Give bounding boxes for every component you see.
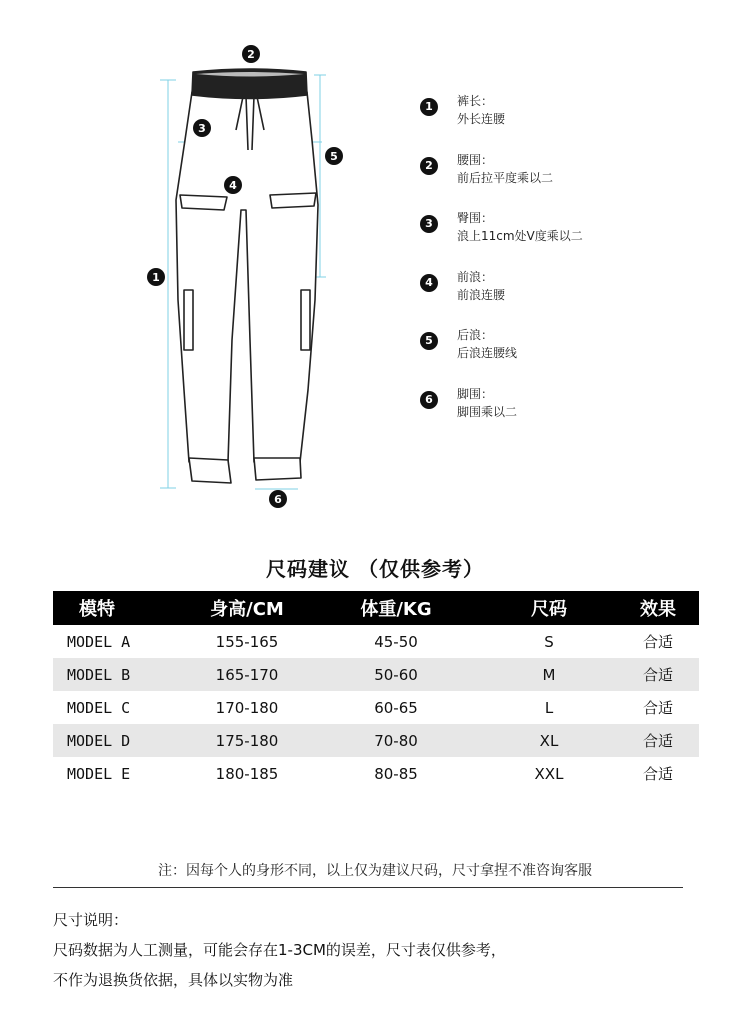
header-height: 身高/CM — [210, 599, 284, 620]
header-size: 尺码 — [531, 599, 567, 620]
size-note: 注：因每个人的身形不同，以上仅为建议尺码，尺寸拿捏不准咨询客服 — [158, 863, 592, 879]
legend-number: 5 — [420, 332, 438, 350]
table-row — [53, 658, 699, 691]
legend-title: 后浪： — [457, 328, 494, 342]
legend-item-front-rise — [420, 268, 720, 327]
legend-number: 4 — [420, 274, 438, 292]
cell-weight: 50-60 — [374, 665, 418, 684]
legend-desc: 前后拉平度乘以二 — [457, 170, 554, 185]
legend-item-waist — [420, 151, 720, 210]
svg-text:1: 1 — [152, 271, 160, 284]
table-row — [53, 757, 699, 790]
cell-size: XL — [539, 731, 559, 750]
svg-text:2: 2 — [247, 48, 255, 61]
size-table — [53, 591, 699, 790]
legend-title: 臀围： — [457, 211, 494, 225]
cell-weight: 80-85 — [374, 764, 418, 783]
cell-weight: 45-50 — [374, 632, 418, 651]
cell-fit: 合适 — [642, 666, 673, 684]
table-row — [53, 724, 699, 757]
legend-number: 2 — [420, 157, 438, 175]
svg-text:6: 6 — [274, 493, 282, 506]
table-header — [53, 591, 699, 625]
legend-item-leg-opening — [420, 385, 720, 444]
cell-model: MODEL E — [67, 764, 131, 783]
svg-text:3: 3 — [198, 122, 206, 135]
legend-title: 脚围： — [457, 386, 494, 401]
diagram-marker-4 — [224, 176, 242, 194]
cell-model: MODEL D — [67, 731, 131, 750]
legend-title: 腰围： — [457, 152, 494, 167]
table-row — [53, 691, 699, 724]
diagram-marker-6 — [269, 490, 287, 508]
explanation-line: 不作为退换货依据，具体以实物为准 — [53, 971, 294, 989]
cell-model: MODEL C — [67, 698, 131, 717]
table-title: 尺码建议 （仅供参考） — [266, 557, 484, 581]
legend-title: 裤长： — [457, 94, 494, 108]
cell-height: 180-185 — [215, 764, 279, 783]
diagram-marker-3 — [193, 119, 211, 137]
legend-number: 1 — [420, 98, 438, 116]
legend-item-back-rise — [420, 326, 720, 385]
svg-text:5: 5 — [330, 150, 338, 163]
cell-height: 175-180 — [215, 731, 279, 750]
legend-title: 前浪： — [457, 269, 494, 284]
cell-size: XXL — [534, 764, 564, 783]
cell-fit: 合适 — [642, 765, 673, 783]
cell-fit: 合适 — [642, 633, 673, 651]
legend-desc: 外长连腰 — [457, 112, 506, 126]
legend-number: 6 — [420, 391, 438, 409]
legend-number: 3 — [420, 215, 438, 233]
divider — [53, 887, 683, 888]
cell-size: L — [544, 698, 554, 717]
cell-size: M — [542, 665, 556, 684]
legend-item-hip — [420, 209, 720, 268]
header-fit: 效果 — [640, 599, 676, 620]
cell-height: 155-165 — [215, 632, 279, 651]
measurement-legend — [420, 92, 720, 443]
header-model: 模特 — [79, 599, 115, 620]
legend-desc: 后浪连腰线 — [457, 346, 518, 360]
cell-model: MODEL A — [67, 632, 131, 651]
table-row — [53, 625, 699, 658]
cell-fit: 合适 — [642, 699, 673, 717]
cell-model: MODEL B — [67, 665, 131, 684]
legend-desc: 浪上11cm处V度乘以二 — [457, 229, 583, 243]
cell-fit: 合适 — [642, 732, 673, 750]
diagram-marker-2 — [242, 45, 260, 63]
cell-height: 165-170 — [215, 665, 279, 684]
cell-size: S — [544, 632, 554, 651]
explanation-line: 尺码数据为人工测量，可能会存在1-3CM的误差，尺寸表仅供参考， — [53, 941, 506, 959]
cell-weight: 70-80 — [374, 731, 418, 750]
explanation-heading: 尺寸说明： — [53, 911, 129, 929]
cell-height: 170-180 — [215, 698, 279, 717]
diagram-marker-5 — [325, 147, 343, 165]
size-explanation — [53, 905, 506, 995]
svg-text:4: 4 — [229, 179, 237, 192]
header-weight: 体重/KG — [360, 599, 432, 620]
legend-desc: 脚围乘以二 — [457, 404, 518, 419]
legend-item-length — [420, 92, 720, 151]
legend-desc: 前浪连腰 — [457, 287, 506, 302]
diagram-marker-1 — [147, 268, 165, 286]
cell-weight: 60-65 — [374, 698, 418, 717]
